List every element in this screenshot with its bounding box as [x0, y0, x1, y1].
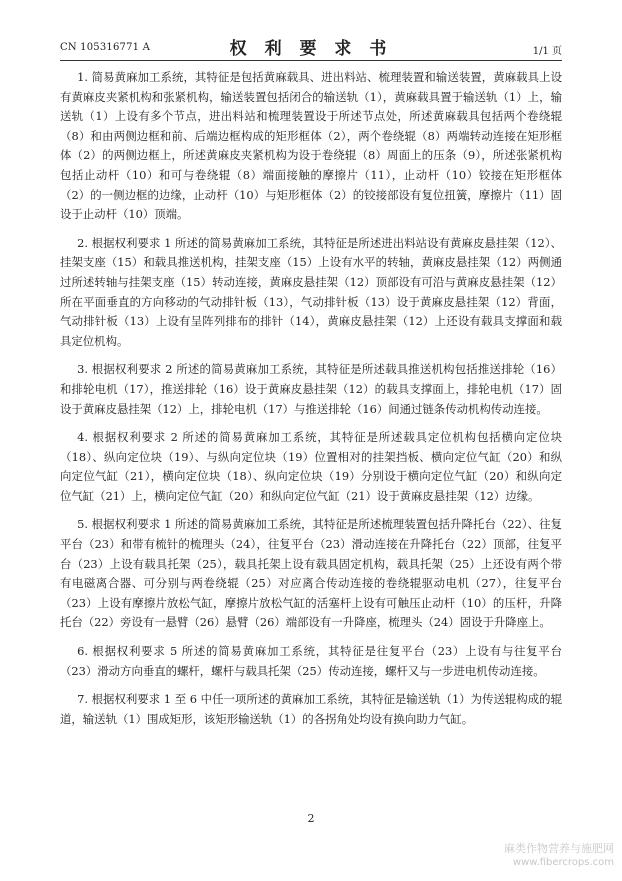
watermark-url: www.fibercrops.com	[512, 857, 614, 868]
claims-body	[60, 68, 562, 738]
header-rule	[60, 60, 562, 61]
claim-1: 1. 简易黄麻加工系统，其特征是包括黄麻载具、进出料站、梳理装置和输送装置，黄麻载具上设有黄麻皮夹紧机构和张紧机构，输送装置包括闭合的输送轨（1），黄麻载具置于输送轨（1）上，输送轨（1）上设有多个节点，进出料站和梳理装置设于所述节点处，所述黄麻载具包括两个卷绕辊（8）和由两侧边框和前、后端边框构成的矩形框体（2），两个卷绕辊（8）两端转动连接在矩形框体（2）的两侧边框上，所述黄麻皮夹紧机构为设于卷绕辊（8）周面上的压条（9），所述张紧机构包括止动杆（10）和可与卷绕辊（8）端面接触的摩擦片（11），止动杆（10）铰接在矩形框体（2）的一侧边框的边缘，止动杆（10）与矩形框体（2）的铰接部设有复位扭簧，摩擦片（11）固设于止动杆（10）顶端。	[60, 70, 562, 222]
publication-number: CN 105316771 A	[60, 42, 151, 53]
claim-2: 2. 根据权利要求 1 所述的简易黄麻加工系统，其特征是所述进出料站设有黄麻皮悬挂架（12）、挂架支座（15）和载具推送机构，挂架支座（15）上设有水平的转轴，黄麻皮悬挂架（12）两侧通过所述转轴与挂架支座（15）转动连接，黄麻皮悬挂架（12）顶部设有可沿与黄麻皮悬挂架（12）所在平面垂直的方向移动的气动排针板（13），气动排针板（13）设于黄麻皮悬挂架（12）背面，气动排针板（13）上设有呈阵列排布的排针（14），黄麻皮悬挂架（12）上还设有载具支撑面和载具定位机构。	[60, 235, 562, 348]
claim-5: 5. 根据权利要求 1 所述的简易黄麻加工系统，其特征是所述梳理装置包括升降托台（22）、往复平台（23）和带有梳针的梳理头（24），往复平台（23）滑动连接在升降托台（22）顶部，往复平台（23）上设有载具托架（25），载具托架上设有载具固定机构，载具托架（25）上还设有两个带有电磁离合器、可分别与两卷绕辊（25）对应离合传动连接的卷绕辊驱动电机（27），往复平台（23）上设有摩擦片放松气缸，摩擦片放松气缸的活塞杆上设有可触压止动杆（10）的压杆，升降托台（22）旁设有一悬臂（26）悬臂（26）端部设有一升降座，梳理头（24）固设于升降座上。	[60, 517, 562, 630]
claim-3: 3. 根据权利要求 2 所述的简易黄麻加工系统，其特征是所述载具推送机构包括推送排轮（16）和排轮电机（17），推送排轮（16）设于黄麻皮悬挂架（12）的载具支撑面上，排轮电机（17）固设于黄麻皮悬挂架（12）上，排轮电机（17）与推送排轮（16）间通过链条传动机构传动连接。	[60, 362, 562, 416]
claim-7: 7. 根据权利要求 1 至 6 中任一项所述的黄麻加工系统，其特征是输送轨（1）为传送辊构成的辊道，输送轨（1）围成矩形，该矩形输送轨（1）的各拐角处均设有换向助力气缸。	[60, 692, 562, 726]
document-title: 权 利 要 求 书	[229, 39, 393, 59]
claim-6: 6. 根据权利要求 5 所述的简易黄麻加工系统，其特征是往复平台（23）上设有与往复平台（23）滑动方向垂直的螺杆，螺杆与载具托架（25）传动连接，螺杆又与一步进电机传动连接。	[60, 644, 562, 678]
page-count: 1/1 页	[532, 46, 562, 57]
claim-4: 4. 根据权利要求 2 所述的简易黄麻加工系统，其特征是所述载具定位机构包括横向定位块（18）、纵向定位块（19）、与纵向定位块（19）位置相对的挂架挡板、横向定位气缸（20）和纵向定位气缸（21），横向定位块（18）、纵向定位块（19）分别设于横向定位气缸（20）和纵向定位气缸（21）上，横向定位气缸（20）和纵向定位气缸（21）设于黄麻皮悬挂架（12）边缘。	[60, 430, 562, 503]
page-header	[60, 32, 562, 58]
watermark-title: 麻类作物营养与施肥网	[504, 842, 614, 855]
page-number: 2	[307, 812, 315, 825]
watermark	[504, 842, 614, 870]
